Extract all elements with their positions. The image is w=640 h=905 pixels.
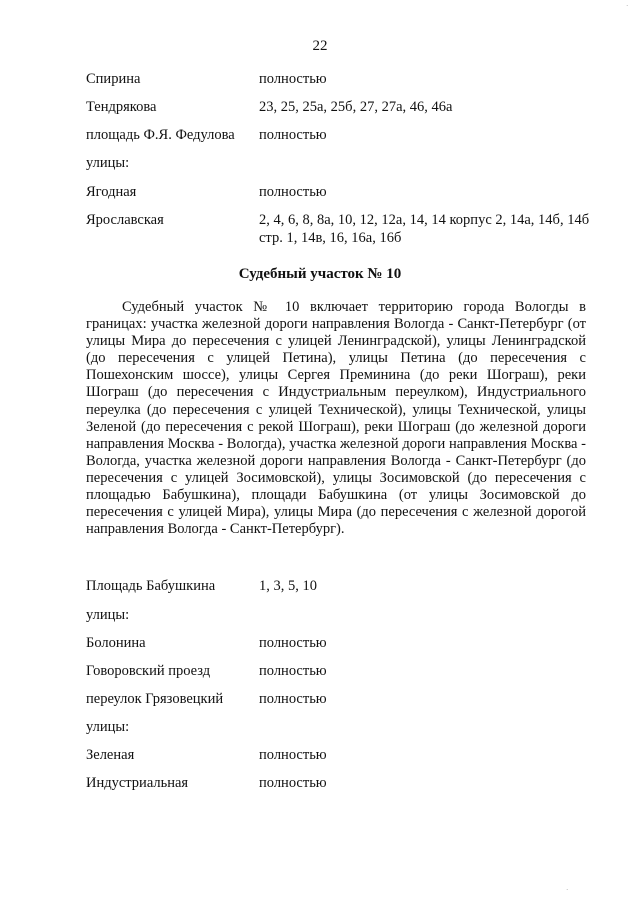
house-numbers: полностью <box>259 184 327 200</box>
street-name: Зеленая <box>86 747 135 763</box>
street-name: Индустриальная <box>86 775 189 791</box>
scan-mark: · <box>566 886 569 894</box>
district-description: Судебный участок № 10 включает территорию города Вологды в границах: участка железной дороги направления Вологда - Санкт-Петербург (от улицы Мира до пересечения с улицей Ленинградской), улицы Ленинградской (до пересечения с улицей Петина), улицы Петина (до пересечения с Пошехонским шоссе), улицы Сергея Преминина (до реки Шограш), реки Шограш (до пересечения с Индустриальным переулком), Индустриального переулка (до пересечения с улицей Технической), улицы Технической, улицы Зеленой (до пересечения с рекой Шограш), реки Шограш (до железной дороги направления Москва - Вологда), участка железной дороги направления Москва - Вологда, участка железной дороги направления Вологда - Санкт-Петербург (до пересечения с улицей Зосимовской), улицы Зосимовской (до пересечения с площадью Бабушкина), площади Бабушкина (от улицы Зосимовской до пересечения с улицей Мира), улицы Мира (до пересечения с железной дорогой направления Вологда - Санкт-Петербург). <box>86 299 586 538</box>
page-number: 22 <box>312 38 328 54</box>
house-numbers: полностью <box>259 71 327 87</box>
group-label: улицы: <box>86 719 130 735</box>
group-label: улицы: <box>86 155 130 171</box>
street-name: Площадь Бабушкина <box>86 578 216 594</box>
scan-mark: · <box>626 2 629 10</box>
house-numbers: полностью <box>259 663 327 679</box>
street-name: Спирина <box>86 71 141 87</box>
street-name: Ярославская <box>86 212 164 228</box>
street-name: площадь Ф.Я. Федулова <box>86 127 235 143</box>
house-numbers: полностью <box>259 775 327 791</box>
house-numbers: 2, 4, 6, 8, 8а, 10, 12, 12а, 14, 14 корпус 2, 14а, 14б, 14б стр. 1, 14в, 16, 16а, 16б <box>259 212 590 246</box>
section-heading: Судебный участок № 10 <box>238 266 402 282</box>
house-numbers: полностью <box>259 691 327 707</box>
street-name: Ягодная <box>86 184 137 200</box>
house-numbers: полностью <box>259 635 327 651</box>
street-name: Тендрякова <box>86 99 157 115</box>
house-numbers: полностью <box>259 747 327 763</box>
house-numbers: 23, 25, 25а, 25б, 27, 27а, 46, 46а <box>259 99 453 115</box>
street-name: переулок Грязовецкий <box>86 691 224 707</box>
house-numbers: 1, 3, 5, 10 <box>259 578 317 594</box>
street-name: Болонина <box>86 635 146 651</box>
street-name: Говоровский проезд <box>86 663 211 679</box>
group-label: улицы: <box>86 607 130 623</box>
house-numbers: полностью <box>259 127 327 143</box>
